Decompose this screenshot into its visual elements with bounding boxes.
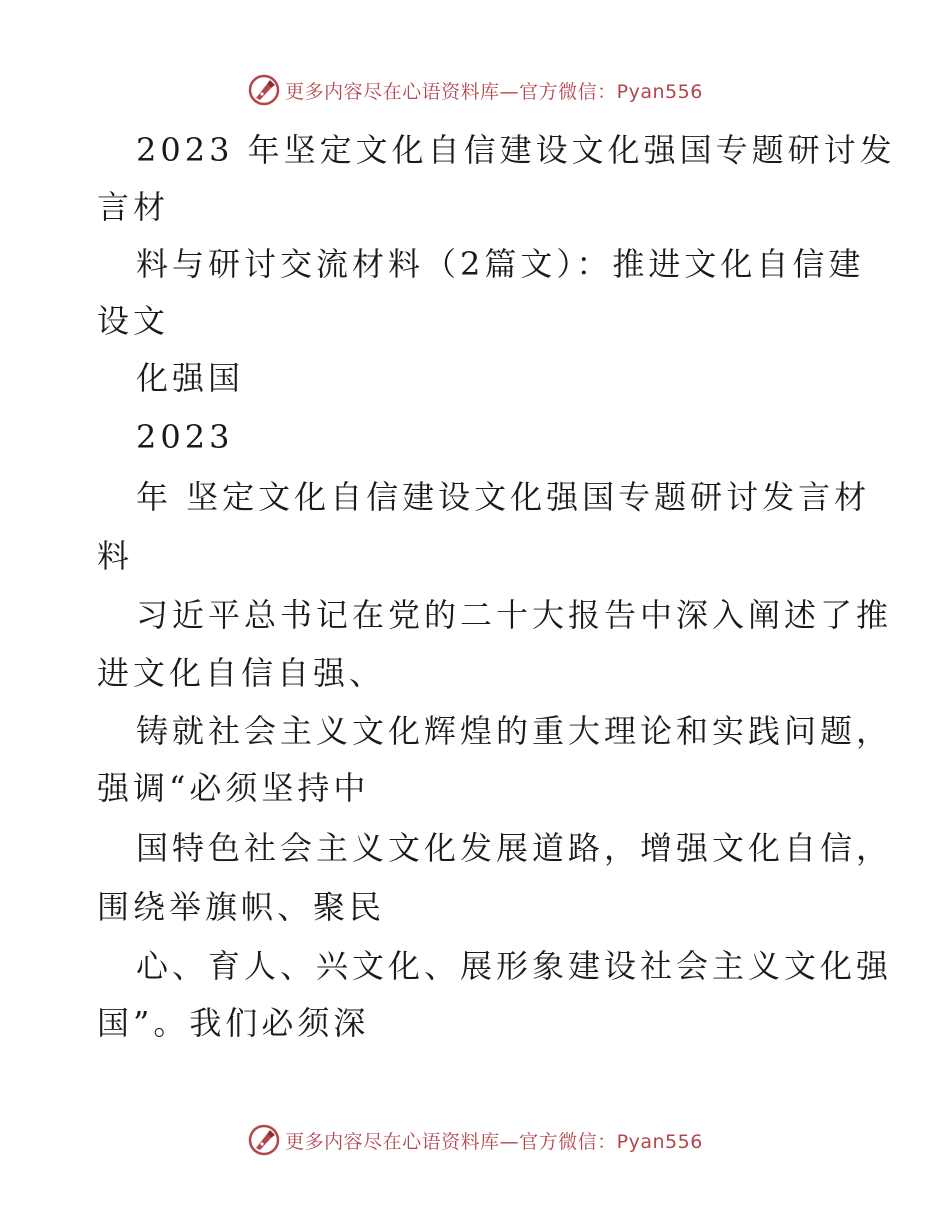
paragraph-line: 国特色社会主义文化发展道路，增强文化自信， [136,829,893,867]
title-line: 言材 [97,188,170,226]
paragraph-line: 铸就社会主义文化辉煌的重大理论和实践问题， [136,712,893,750]
footer-banner [0,1120,950,1160]
paragraph-line: 心、育人、兴文化、展形象建设社会主义文化强 [136,947,893,985]
subtitle-line: 料 [97,537,134,575]
pen-nib-logo-icon [247,1123,281,1157]
pen-nib-logo-icon [247,73,281,107]
header-banner [0,70,950,110]
subtitle-line: 年 坚定文化自信建设文化强国专题研讨发言材 [136,478,871,516]
banner-text: 更多内容尽在心语资料库—官方微信：Pyan556 [285,1130,703,1153]
title-line: 料与研讨交流材料（2篇文）：推进文化自信建 [136,245,865,283]
title-line: 设文 [97,302,170,340]
paragraph-line: 强调“必须坚持中 [97,769,370,807]
title-line: 化强国 [136,359,245,397]
banner-text: 更多内容尽在心语资料库—官方微信：Pyan556 [285,80,703,103]
subtitle-line: 2023 [136,418,234,456]
paragraph-line: 习近平总书记在党的二十大报告中深入阐述了推 [136,596,893,634]
paragraph-line: 进文化自信自强、 [97,654,386,692]
paragraph-line: 围绕举旗帜、聚民 [97,888,386,926]
title-line: 2023 年坚定文化自信建设文化强国专题研讨发 [136,131,896,169]
paragraph-line: 国”。我们必须深 [97,1004,370,1042]
